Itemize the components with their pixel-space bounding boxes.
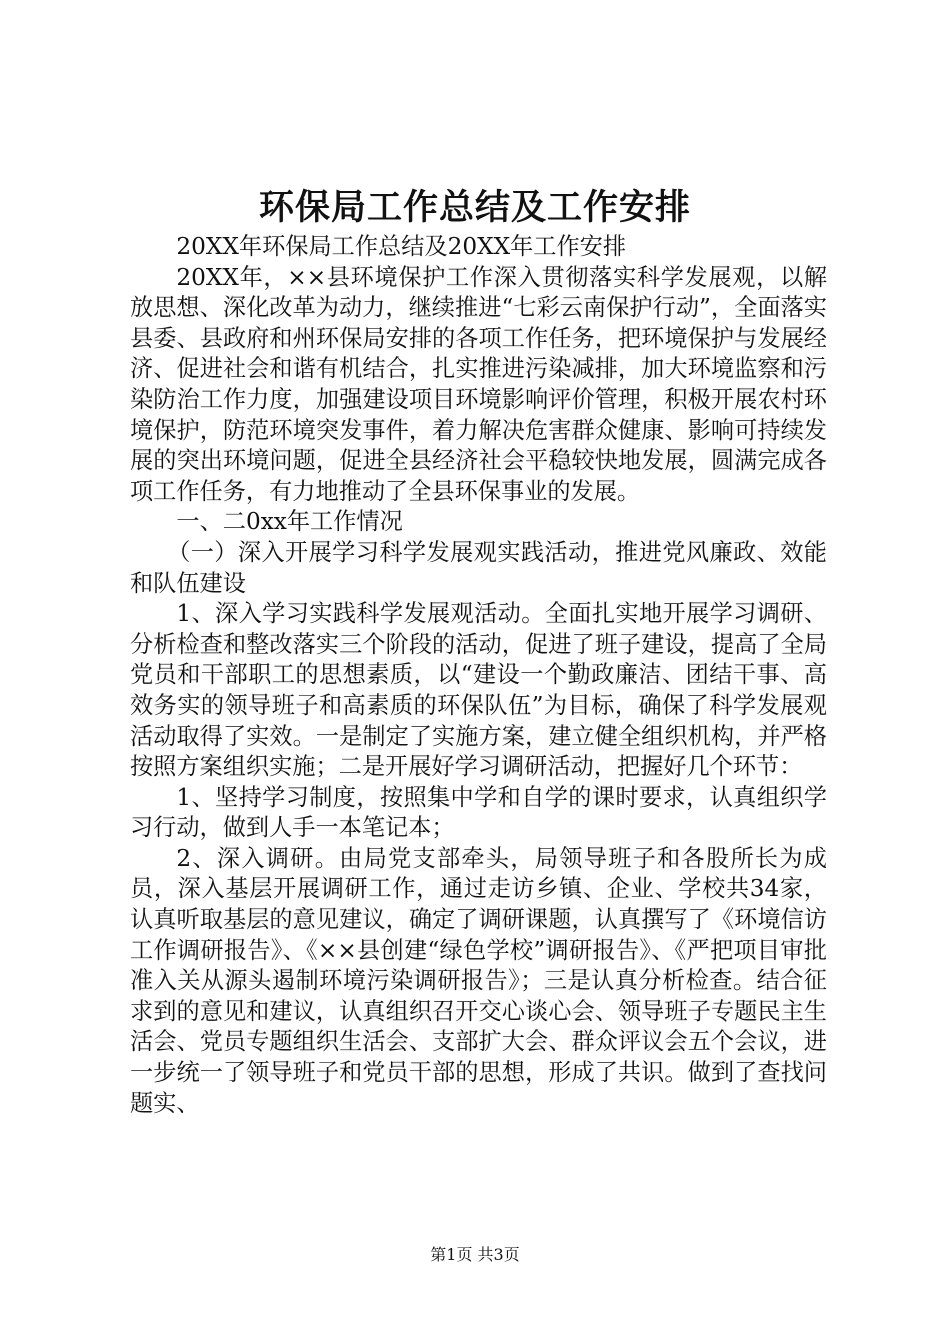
section-heading: 一、二0xx年工作情况	[176, 508, 403, 536]
paragraph-intro: 20XX年，××县环境保护工作深入贯彻落实科学发展观，以解放思想、深化改革为动力，继续推进“七彩云南保护行动”，全面落实县委、县政府和州环保局安排的各项工作任务，把环境保护与发展经济、促进社会和谐有机结合，扎实推进污染减排，加大环境监察和污染防治工作力度，加强建设项目环境影响评价管理，积极开展农村环境保护，防范环境突发事件，着力解决危害群众健康、影响可持续发展的突出环境问题，促进全县经济社会平稳较快地发展，圆满完成各项工作任务，有力地推动了全县环保事业的发展。	[130, 263, 827, 505]
subsection-heading: （一）深入开展学习科学发展观实践活动，推进党风廉政、效能和队伍建设	[130, 538, 827, 597]
paragraph-item-1: 1、深入学习实践科学发展观活动。全面扎实地开展学习调研、分析检查和整改落实三个阶段的活动，促进了班子建设，提高了全局党员和干部职工的思想素质，以“建设一个勤政廉洁、团结干事、高效务实的领导班子和高素质的环保队伍”为目标，确保了科学发展观活动取得了实效。一是制定了实施方案，建立健全组织机构，并严格按照方案组织实施；二是开展好学习调研活动，把握好几个环节：	[130, 600, 827, 781]
document-title: 环保局工作总结及工作安排	[258, 187, 691, 228]
paragraph-item-research: 2、深入调研。由局党支部牵头，局领导班子和各股所长为成员，深入基层开展调研工作，通过走访乡镇、企业、学校共34家，认真听取基层的意见建议，确定了调研课题，认真撰写了《环境信访工作调研报告》、《××县创建“绿色学校”调研报告》、《严把项目审批准入关从源头遏制环境污染调研报告》；三是认真分析检查。结合征求到的意见和建议，认真组织召开交心谈心会、领导班子专题民主生活会、党员专题组织生活会、支部扩大会、群众评议会五个会议，进一步统一了领导班子和党员干部的思想，形成了共识。做到了查找问题实、	[130, 844, 827, 1117]
document-body	[130, 232, 827, 1119]
paragraph-subtitle: 20XX年环保局工作总结及20XX年工作安排	[176, 233, 627, 260]
paragraph-item-study: 1、坚持学习制度，按照集中学和自学的课时要求，认真组织学习行动，做到人手一本笔记本；	[130, 783, 827, 842]
page-footer: 第1页 共3页	[430, 1245, 520, 1264]
